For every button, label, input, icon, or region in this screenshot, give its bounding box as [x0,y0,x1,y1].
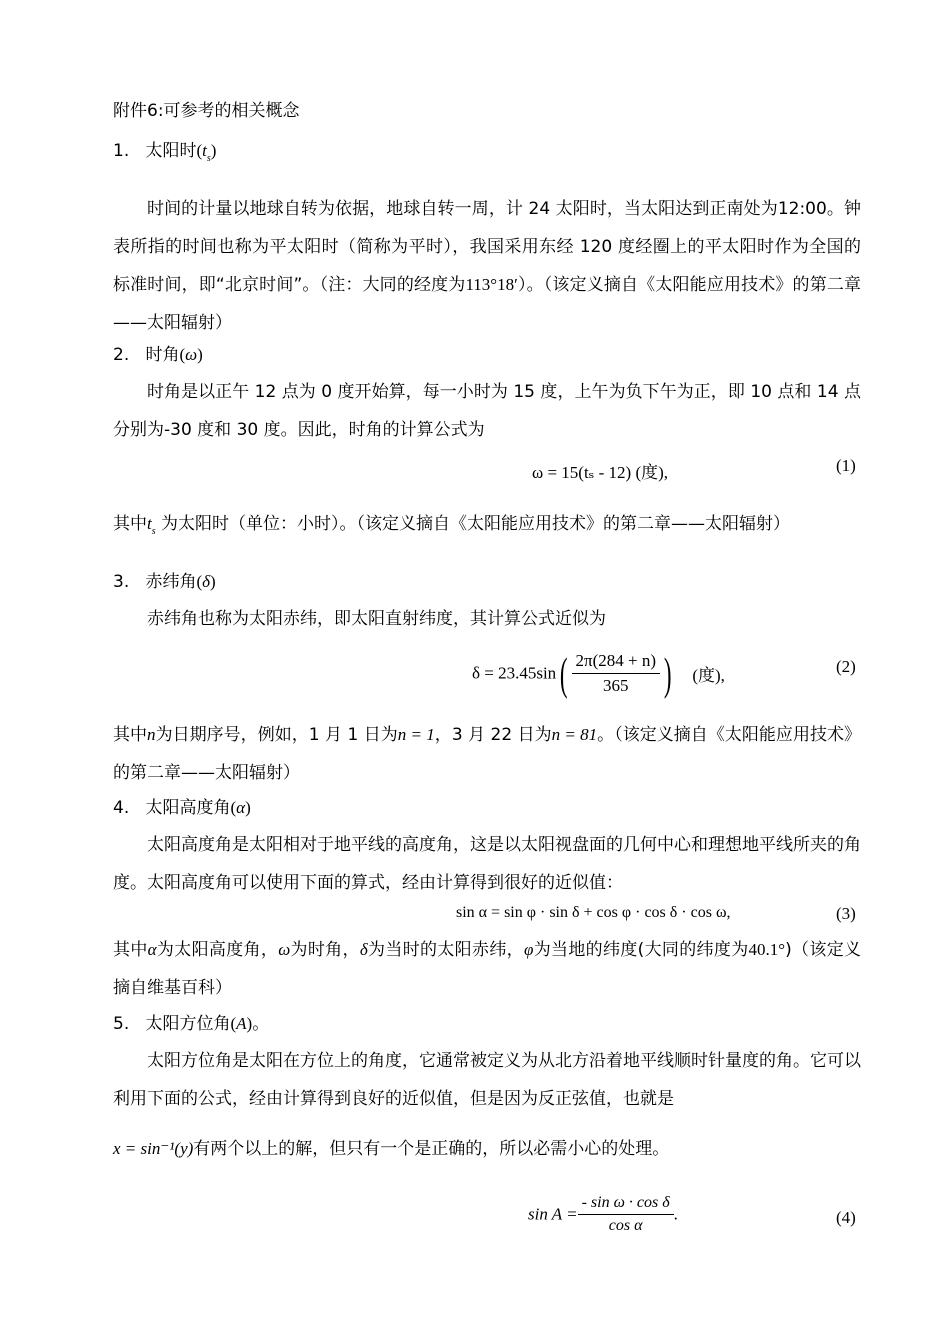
section-heading-text: 赤纬角 [145,572,197,592]
section-5-paragraph-cont [113,1130,861,1168]
longitude-value: 113°18′ [465,275,518,294]
symbol-omega: ω [278,940,291,959]
para-text: 太阳方位角是太阳在方位上的角度，它通常被定义为从北方沿着地平线顺时针量度的角。它可以利用下面的公式，经由计算得到良好的近似值，但是因为反正弦值，也就是 [113,1051,861,1109]
n-value-1: n = 1 [397,725,435,744]
equation-3-number: (3) [836,904,856,923]
section-heading-text: 时角 [145,345,180,365]
note-text-2: 为时角， [290,940,360,960]
equation-3-row [0,898,950,932]
section-number: 4. [113,798,130,818]
equation-4-denominator: cos α [608,1217,643,1234]
section-4-paragraph [113,826,861,902]
symbol-alpha: α [147,940,157,959]
symbol-t: t [202,141,207,160]
inline-arcsin-formula: x = sin⁻¹(y) [113,1139,194,1158]
equation-2-numerator: 2π(284 + n) [572,651,661,674]
section-5-heading: 5. 太阳方位角(A)。 [113,1014,270,1034]
equation-1-number: (1) [836,456,856,475]
symbol-t: t [147,514,152,533]
equation-2-row [0,645,950,705]
section-2-heading: 2. 时角(ω) [113,345,203,365]
equation-2-unit: (度), [692,666,725,685]
note-text-end: 为太阳时（单位：小时）。（该定义摘自《太阳能应用技术》的第二章——太阳辐射） [161,514,791,534]
note-text-3: 为当时的太阳赤纬， [367,940,524,960]
equation-2-number: (2) [836,657,856,676]
title-text: 附件6:可参考的相关概念 [113,101,300,121]
symbol-sub: s [151,526,156,537]
equation-1: ω = 15(tₛ - 12) (度), [532,463,669,482]
section-1-paragraph [113,190,861,342]
n-value-81: n = 81 [551,725,598,744]
symbol-delta: δ [359,940,368,959]
para-text: 时角是以正午 12 点为 0 度开始算，每一小时为 15 度，上午为负下午为正，即 10 点和 14 点分别为-30 度和 30 度。因此，时角的计算公式为 [113,382,861,440]
symbol-delta: δ [202,572,211,591]
section-3-heading: 3. 赤纬角(δ) [113,572,216,592]
symbol-phi: φ [523,940,534,959]
note-text-end: 。（该定义摘自《太阳能应用技术》的第二章——太阳辐射） [113,725,862,783]
section-4-note [113,931,861,1007]
equation-2-lhs: δ = 23.45sin [472,663,557,683]
section-5-paragraph [113,1042,861,1118]
equation-4-lhs: sin A = [528,1204,578,1224]
section-2-note [113,505,861,546]
note-text-4: 为当地的纬度(大同的纬度为 [533,940,749,960]
para-text: 时间的计量以地球自转为依据，地球自转一周，计 24 太阳时，当太阳达到正南处为12:00。钟表所指的时间也称为平太阳时（简称为平时），我国采用东经 120 度经圈上的平太阳时作为全国的标准时间，即“北京时间”。（注：大同的经度为 [113,199,861,295]
note-text: 其中 [113,514,147,534]
equation-2: δ = 23.45sin( $\frac{2\pi(284 + n)}{365}$ ) (度), [472,647,725,699]
equation-4-fraction [578,1194,674,1235]
section-3-note [113,716,861,792]
equation-1-row [0,450,950,490]
section-2-paragraph [113,373,861,449]
equation-3: sin α = sin φ · sin δ + cos φ · cos δ · cos ω, [456,904,731,921]
note-text-mid2: ，3 月 22 日为 [434,725,552,745]
note-text-mid: 为日期序号，例如，1 月 1 日为 [155,725,398,745]
para-text-end: ）。（该定义摘自《太阳能应用技术》的第二章——太阳辐射） [113,275,861,333]
section-heading-text: 太阳方位角 [145,1014,231,1034]
document-title [113,92,861,130]
section-number: 3. [113,572,130,592]
equation-4-end: . [673,1204,678,1224]
note-text-5: )（该定义摘自维基百科） [113,940,862,998]
equation-2-denominator: 365 [603,676,629,695]
symbol-omega: ω [185,345,198,364]
para-text: 赤纬角也称为太阳赤纬，即太阳直射纬度，其计算公式近似为 [147,609,606,629]
heading-end: 。 [252,1014,270,1034]
section-number: 1. [113,141,130,161]
para-text: 太阳高度角是太阳相对于地平线的高度角，这是以太阳视盘面的几何中心和理想地平线所夹的角度。太阳高度角可以使用下面的算式，经由计算得到很好的近似值： [113,835,861,893]
note-text-1: 为太阳高度角， [156,940,279,960]
latitude-value: 40.1° [748,940,786,959]
section-4-heading: 4. 太阳高度角(α) [113,798,251,818]
section-number: 5. [113,1014,130,1034]
symbol-alpha: α [236,798,246,817]
note-text: 其中 [113,725,148,745]
equation-2-fraction [572,651,661,696]
section-1-heading: 1. 太阳时$(t_s)$ [113,141,217,164]
equation-4-numerator: - sin ω · cos δ [578,1194,674,1215]
section-number: 2. [113,345,130,365]
section-heading-text: 太阳时 [145,141,197,161]
para-text-end: 有两个以上的解，但只有一个是正确的，所以必需小心的处理。 [193,1139,670,1159]
equation-4-number: (4) [836,1208,856,1227]
equation-4-row [0,1192,950,1248]
symbol-sub: s [206,153,211,164]
section-heading-text: 太阳高度角 [145,798,231,818]
equation-4 [528,1194,678,1235]
section-3-paragraph [113,600,861,638]
symbol-A: A [236,1014,247,1033]
note-text: 其中 [113,940,148,960]
symbol-n: n [147,725,156,744]
